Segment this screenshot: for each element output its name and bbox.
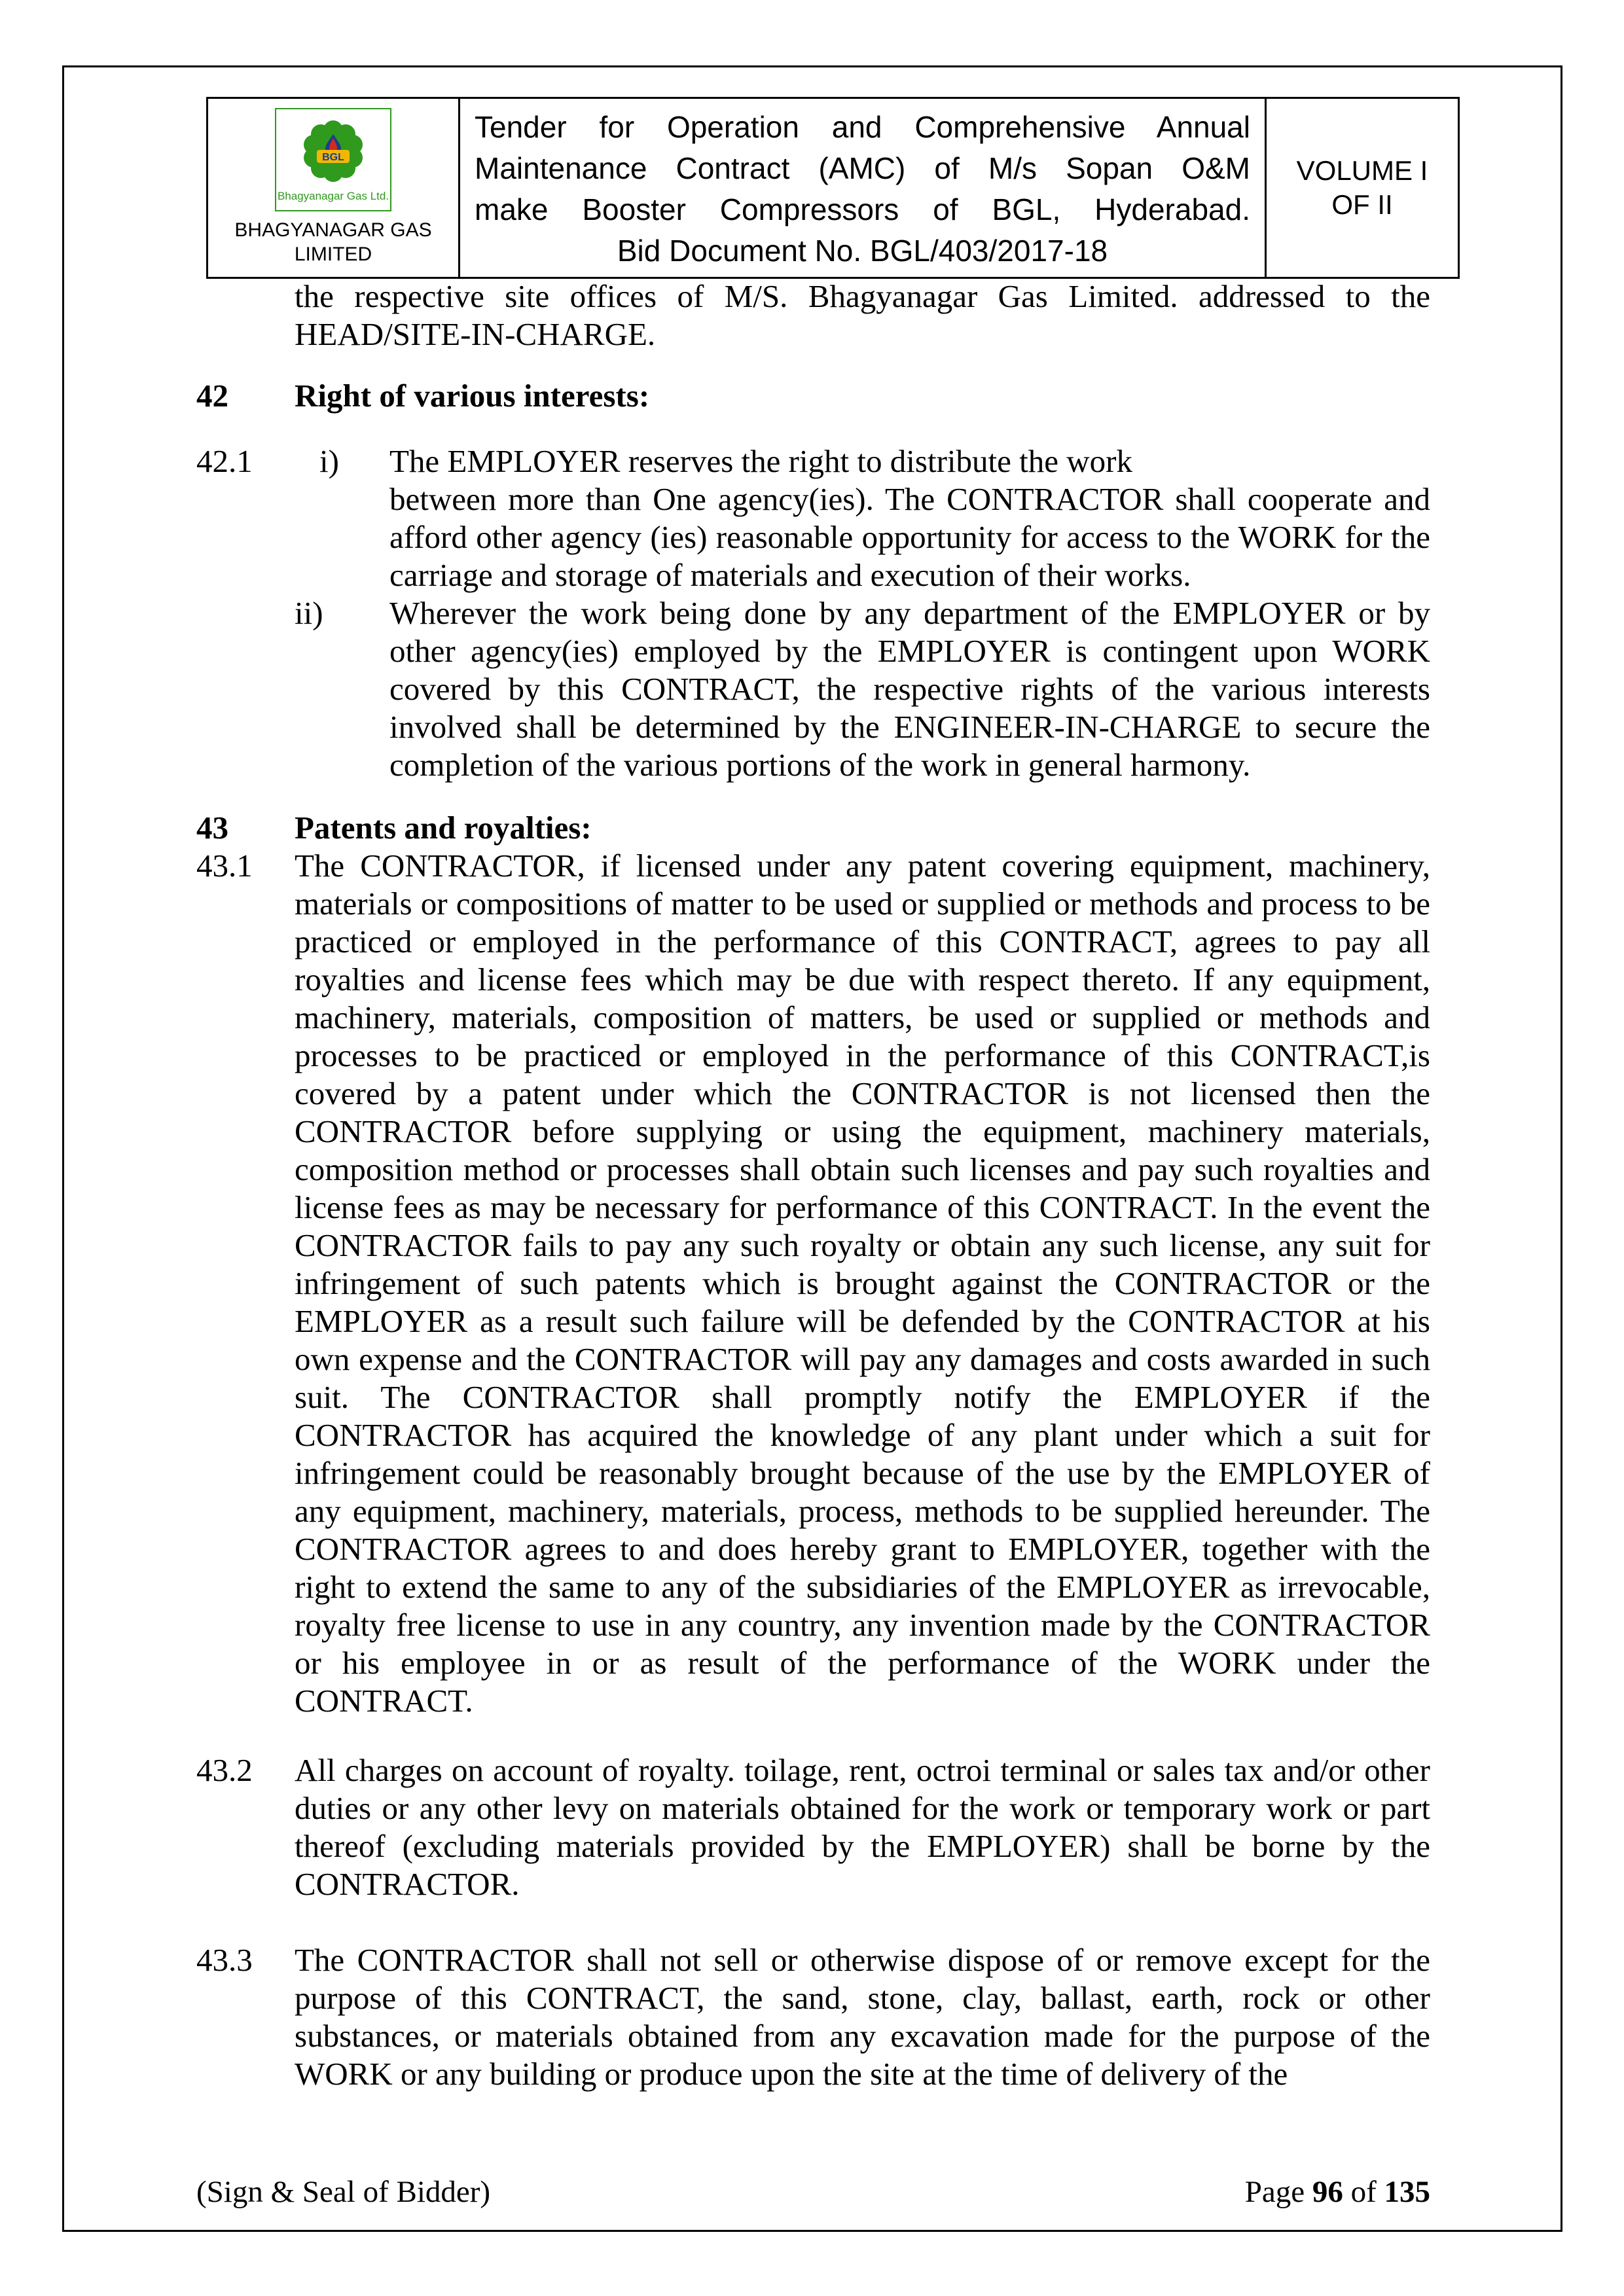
svg-text:BGL: BGL: [322, 151, 344, 163]
paragraph-intro: the respective site offices of M/S. Bhagyanagar Gas Limited. addressed to the HEAD/SITE-IN-CHARGE.: [295, 278, 1430, 352]
clause-43-1-number: 43.1: [196, 848, 253, 884]
volume-cell: [1267, 99, 1458, 277]
of-word: of: [1350, 2175, 1377, 2209]
clause-43-3-body: The CONTRACTOR shall not sell or otherwise dispose of or remove except for the purpose of this CONTRACT, the sand, stone, clay, ballast, earth, rock or other substances, or materials obtained from any excavation made for the purpose of the WORK or any building or produce upon the site at the time of delivery of the: [295, 1942, 1430, 2092]
tender-title-line-1: Tender for Operation and Comprehensive Annual: [475, 110, 1250, 144]
list-marker-ii: ii): [295, 595, 323, 631]
sign-seal-label: (Sign & Seal of Bidder): [196, 2175, 491, 2209]
section-43-heading-row: [196, 809, 1430, 847]
page-total: 135: [1384, 2175, 1430, 2209]
clause-43-3: [196, 1941, 1430, 2093]
section-43-heading: Patents and royalties:: [295, 810, 592, 846]
clause-43-1-body: The CONTRACTOR, if licensed under any patent covering equipment, machinery, materials or compositions of matter to be used or supplied or methods and process to be practiced or employed in the performance of this CONTRACT, agrees to pay all royalties and license fees which may be due with respect thereto. If any equipment, machinery, materials, composition of matters, be used or supplied or methods and processes to be practiced or employed in the performance of this CONTRACT,is covered by a patent under which the CONTRACTOR is not licensed then the CONTRACTOR before supplying or using the equipment, machinery materials, composition method or processes shall obtain such licenses and pay such royalties and license fees as may be necessary for performance of this CONTRACT. In the event the CONTRACTOR fails to pay any such royalty or obtain any such license, any suit for infringement of such patents which is brought against the CONTRACTOR or the EMPLOYER as a result such failure will be defended by the CONTRACTOR at his own expense and the CONTRACTOR will pay any damages and costs awarded in such suit. The CONTRACTOR shall promptly notify the EMPLOYER if the CONTRACTOR has acquired the knowledge of any plant under which a suit for infringement could be reasonably brought because of the use by the EMPLOYER of any equipment, machinery, materials, process, methods to be supplied hereunder. The CONTRACTOR agrees to and does hereby grant to EMPLOYER, together with the right to extend the same to any of the subsidiaries of the EMPLOYER as irrevocable, royalty free license to use in any country, any invention made by the CONTRACTOR or his employee in or as result of the performance of the WORK under the CONTRACT.: [295, 848, 1430, 1719]
clause-43-3-number: 43.3: [196, 1942, 253, 1978]
logo-box: [275, 108, 391, 211]
clause-42-1-item-i: [196, 442, 1430, 594]
section-43-number: 43: [196, 810, 228, 846]
volume-line-2: OF II: [1331, 189, 1393, 220]
section-42-heading: Right of various interests:: [295, 378, 650, 414]
page-indicator: [1245, 2174, 1430, 2210]
bid-document-number: Bid Document No. BGL/403/2017-18: [617, 234, 1108, 268]
clause-43-2-number: 43.2: [196, 1752, 253, 1788]
clause-43-2-body: All charges on account of royalty. toilage, rent, octroi terminal or sales tax and/or other duties or any other levy on materials obtained for the work or temporary work or part thereof (excluding materials provided by the EMPLOYER) shall be borne by the CONTRACTOR.: [295, 1752, 1430, 1902]
bgl-logo-icon: [299, 117, 367, 188]
page-footer: [196, 2174, 1430, 2210]
section-42-heading-row: [196, 377, 1430, 415]
header-table: [206, 97, 1460, 279]
tender-title-cell: [460, 99, 1267, 277]
document-body: [196, 278, 1430, 2093]
company-name: [234, 218, 431, 266]
list-marker-i: i): [319, 443, 339, 479]
clause-42-1-i-text: [389, 442, 1430, 594]
tender-title-line-3: make Booster Compressors of BGL, Hyderabad.: [475, 192, 1250, 226]
volume-line-1: VOLUME I: [1296, 155, 1428, 186]
page-word: Page: [1244, 2175, 1305, 2209]
company-name-line2: LIMITED: [294, 243, 372, 265]
tender-title-line-2: Maintenance Contract (AMC) of M/s Sopan O&M: [475, 151, 1250, 185]
logo-tagline: Bhagyanagar Gas Ltd.: [277, 189, 389, 202]
clause-42-1-i-body: between more than One agency(ies). The CONTRACTOR shall cooperate and afford other agency (ies) reasonable opportunity for access to the WORK for the carriage and storage of materials and execution of their works.: [389, 481, 1430, 593]
page-number: 96: [1312, 2175, 1343, 2209]
clause-42-1-ii-body: Wherever the work being done by any department of the EMPLOYER or by other agency(ies) employed by the EMPLOYER is contingent upon WORK covered by this CONTRACT, the respective rights of the various interests involved shall be determined by the ENGINEER-IN-CHARGE to secure the completion of the various portions of the work in general harmony.: [389, 595, 1430, 783]
clause-43-1: [196, 847, 1430, 1720]
clause-42-1-i-first-line: The EMPLOYER reserves the right to distribute the work: [389, 443, 1132, 479]
clause-42-1-number: 42.1: [196, 443, 253, 479]
clause-43-2: [196, 1751, 1430, 1903]
clause-42-1-item-ii: [196, 594, 1430, 784]
section-42-number: 42: [196, 378, 228, 414]
logo-cell: [208, 99, 460, 277]
company-name-line1: BHAGYANAGAR GAS: [234, 219, 432, 241]
